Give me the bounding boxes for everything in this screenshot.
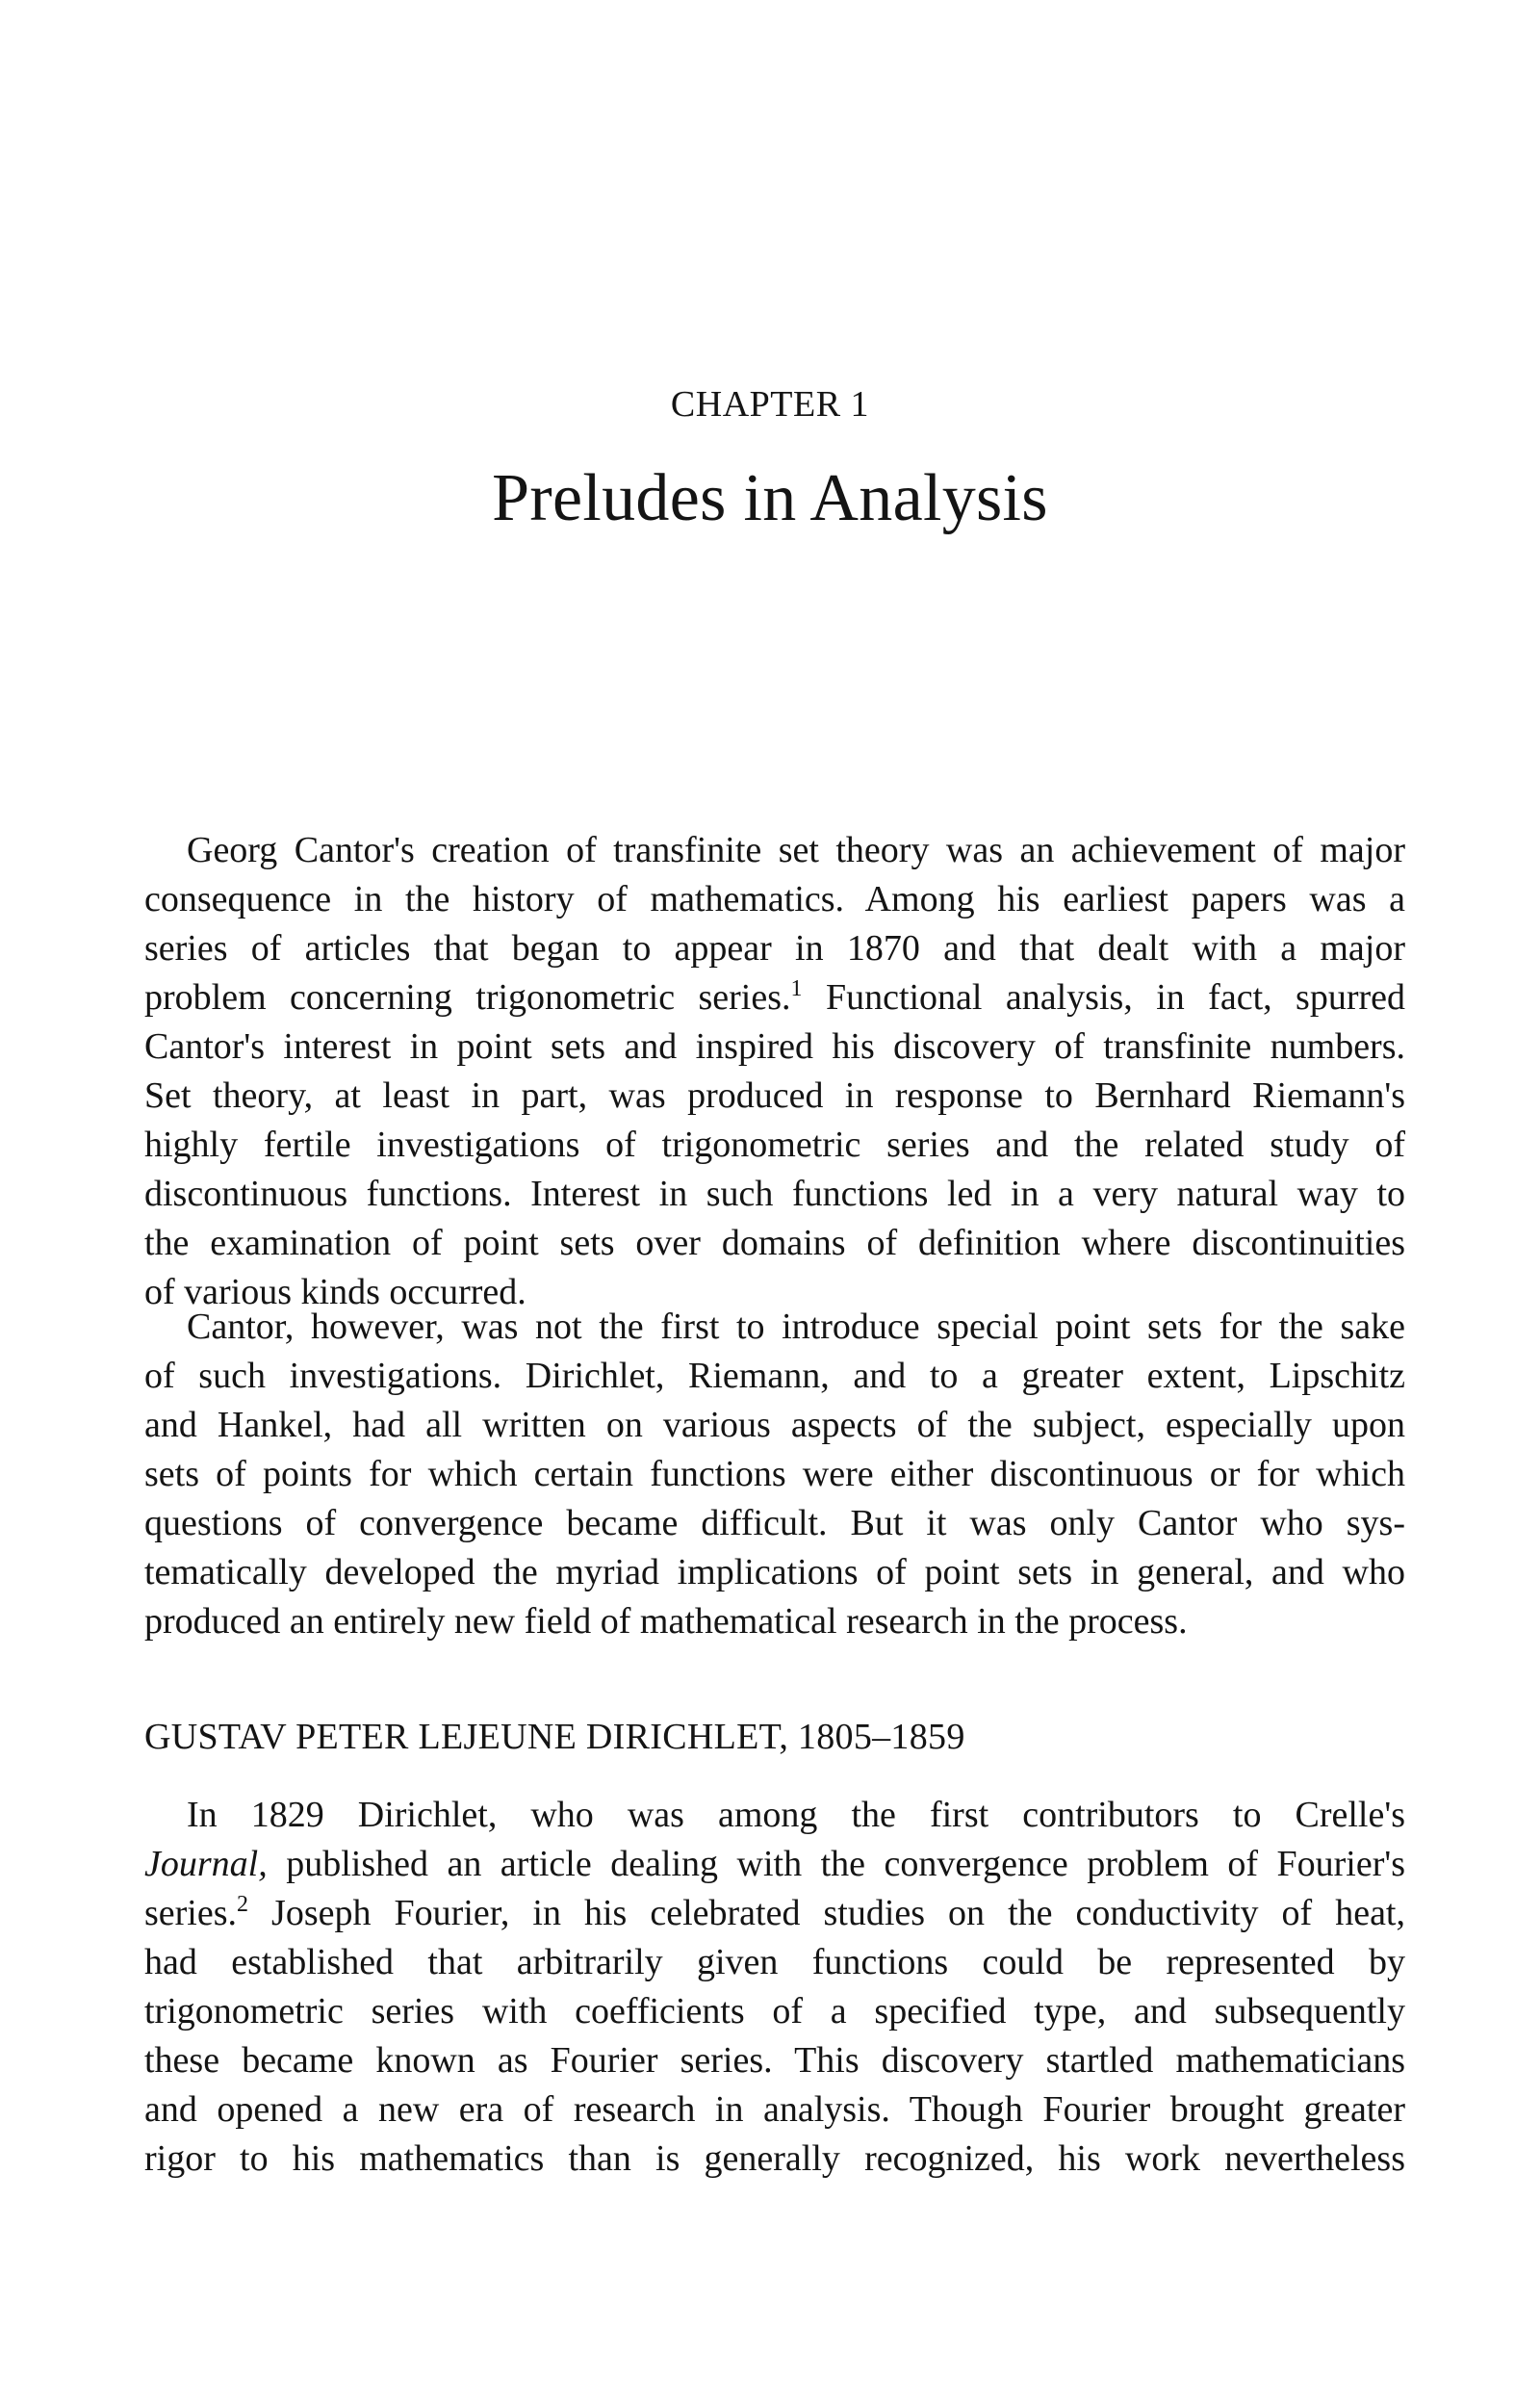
text-line: series of articles that began to appear in 1870 and that dealt with a major [144,928,1405,969]
text-line: sets of points for which certain functions were either discontinuous or for which [144,1454,1405,1494]
line-segment: published an article dealing with the convergence problem of Fourier's [267,1844,1405,1884]
journal-title: Journal, [144,1844,268,1884]
text-line: tematically developed the myriad implications of point sets in general, and who [144,1552,1405,1592]
text-line: highly fertile investigations of trigonometric series and the related study of [144,1125,1405,1165]
chapter-title: Preludes in Analysis [492,461,1048,535]
text-line: rigor to his mathematics than is generally recognized, his work nevertheless [144,2138,1405,2179]
text-line: discontinuous functions. Interest in such functions led in a very natural way to [144,1174,1405,1214]
line-segment: Joseph Fourier, in his celebrated studies on the conductivity of heat, [248,1893,1405,1933]
text-line: consequence in the history of mathematics. Among his earliest papers was a [144,879,1405,919]
text-line: Georg Cantor's creation of transfinite set theory was an achievement of major [187,830,1405,870]
line-segment: Functional analysis, in fact, spurred [802,977,1405,1018]
text-line: and opened a new era of research in analysis. Though Fourier brought greater [144,2089,1405,2130]
text-line: questions of convergence became difficult. But it was only Cantor who sys- [144,1503,1405,1543]
text-line: Set theory, at least in part, was produced in response to Bernhard Riemann's [144,1075,1405,1116]
text-line: trigonometric series with coefficients of a specified type, and subsequently [144,1991,1405,2032]
text-line: of various kinds occurred. [144,1272,526,1312]
text-line: of such investigations. Dirichlet, Riemann, and to a greater extent, Lipschitz [144,1356,1405,1396]
text-line: Cantor's interest in point sets and inspired his discovery of transfinite numbers. [144,1026,1405,1067]
text-line: the examination of point sets over domains of definition where discontinuities [144,1223,1405,1263]
text-line [144,973,1405,1022]
line-segment: series. [144,1893,238,1933]
second-paragraph [144,1303,1405,1646]
footnote-ref-2: 2 [237,1892,249,1917]
footnote-ref-1: 1 [790,976,803,1001]
text-line: produced an entirely new field of mathematical research in the process. [144,1601,1188,1642]
text-line [144,1840,1405,1889]
text-line: had established that arbitrarily given functions could be represented by [144,1942,1405,1982]
chapter-label: CHAPTER 1 [670,384,870,425]
text-line [144,1889,1405,1938]
text-line: In 1829 Dirichlet, who was among the first contributors to Crelle's [187,1795,1405,1835]
text-line: Cantor, however, was not the first to introduce special point sets for the sake [187,1307,1405,1347]
line-segment: problem concerning trigonometric series. [144,977,791,1018]
section-heading: GUSTAV PETER LEJEUNE DIRICHLET, 1805–1859 [144,1717,965,1757]
section-paragraph [144,1791,1405,2184]
intro-paragraph [144,826,1405,1317]
text-line: these became known as Fourier series. This discovery startled mathematicians [144,2040,1405,2081]
text-line: and Hankel, had all written on various aspects of the subject, especially upon [144,1405,1405,1445]
